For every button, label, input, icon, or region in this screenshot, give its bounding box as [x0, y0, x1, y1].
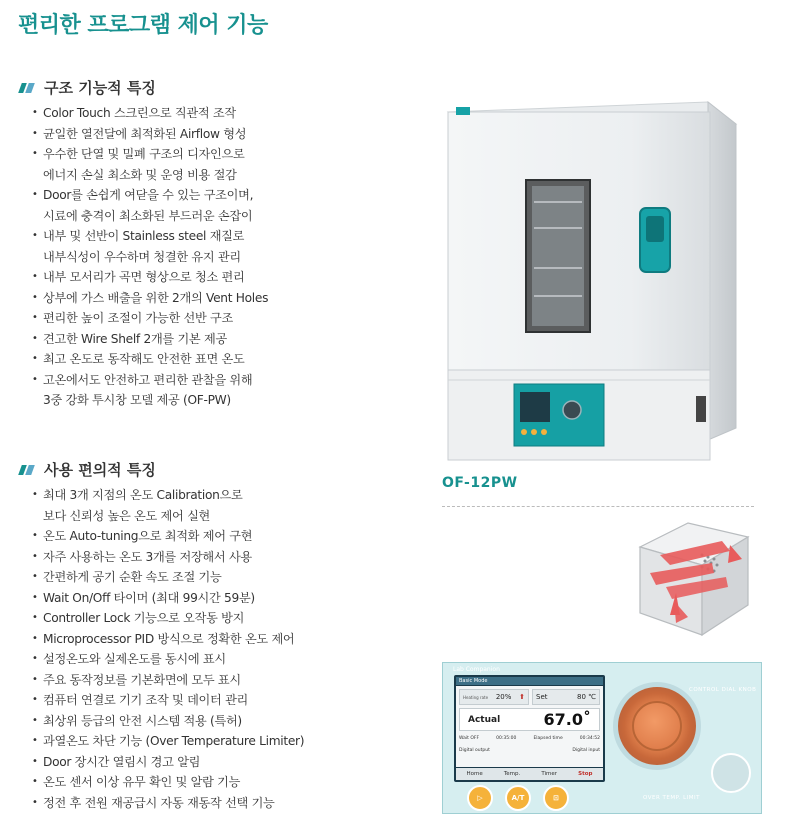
- feature-text: • 내부 모서리가 곡면 형상으로 청소 편리: [43, 270, 245, 284]
- feature-item: [32, 588, 304, 609]
- actual-temp-value: 67.0˚: [543, 710, 591, 729]
- feature-item: [32, 772, 304, 793]
- section-heading-structure: [20, 77, 156, 98]
- feature-item: [32, 103, 268, 124]
- arrow-up-icon: ⬆: [519, 693, 525, 701]
- feature-text: • Door 장시간 열림시 경고 알림: [43, 754, 201, 769]
- structure-feature-list: [32, 103, 268, 411]
- airflow-diagram-image: [630, 515, 755, 640]
- feature-text: • 최고 온도로 동작해도 안전한 표면 온도: [43, 352, 245, 366]
- over-temp-limit-dial[interactable]: [711, 753, 751, 793]
- feature-item: [32, 711, 304, 732]
- feature-text: • Microprocessor PID 방식으로 정확한 온도 제어: [43, 631, 295, 646]
- section-heading-convenience: [20, 459, 156, 480]
- feature-item: [32, 567, 304, 588]
- feature-item: [32, 526, 304, 547]
- digital-input-label: Digital input: [572, 748, 600, 753]
- feature-text: • 상부에 가스 배출을 위한 2개의 Vent Holes: [43, 290, 269, 305]
- divider: [442, 506, 754, 507]
- feature-text: • Wait On/Off 타이머 (최대 99시간 59분): [43, 590, 255, 605]
- feature-text: • 과열온도 차단 기능 (Over Temperature Limiter): [43, 734, 305, 748]
- feature-text: • Controller Lock 기능으로 오작동 방지: [43, 611, 245, 625]
- feature-text: 3중 강화 투시창 모델 제공 (OF-PW): [43, 393, 231, 407]
- digital-output-label: Digital output: [459, 748, 490, 753]
- set-temp-label: Set: [536, 693, 548, 701]
- feature-text: • 설정온도와 실제온도를 동시에 표시: [43, 652, 226, 666]
- feature-item: [32, 485, 304, 526]
- nav-home[interactable]: Home: [466, 771, 483, 777]
- feature-item: [32, 267, 268, 288]
- nav-timer[interactable]: Timer: [541, 771, 558, 777]
- touch-screen[interactable]: [454, 675, 605, 782]
- actual-temp-label: Actual: [468, 714, 501, 725]
- set-temp-chip[interactable]: [532, 689, 600, 705]
- feature-item: [32, 690, 304, 711]
- feature-text: • 자주 사용하는 온도 3개를 저장해서 사용: [43, 549, 252, 564]
- screen-mode-bar: Basic Mode: [456, 677, 603, 685]
- start-button[interactable]: ▷: [467, 785, 493, 811]
- feature-item: [32, 731, 304, 752]
- feature-item: [32, 370, 268, 411]
- oven-product-image: [440, 98, 740, 463]
- feature-text: • 컴퓨터 연결로 기기 조작 및 데이터 관리: [43, 693, 249, 707]
- digital-io-row: [459, 748, 600, 756]
- autotune-button[interactable]: A/T: [505, 785, 531, 811]
- dial-caption: CONTROL DIAL KNOB: [689, 687, 757, 693]
- feature-text: 시료에 충격이 최소화된 부드러운 손잡이: [43, 208, 253, 223]
- set-temp-value: 80 ℃: [577, 693, 596, 701]
- feature-text: • 견고한 Wire Shelf 2개를 기본 제공: [43, 331, 227, 346]
- feature-text: • 간편하게 공기 순환 속도 조절 기능: [43, 570, 222, 584]
- feature-item: [32, 185, 268, 226]
- feature-item: [32, 124, 268, 145]
- feature-text: • Color Touch 스크린으로 직관적 조작: [43, 106, 236, 120]
- feature-item: [32, 349, 268, 370]
- timer-row: [459, 736, 600, 744]
- feature-item: [32, 226, 268, 267]
- feature-item: [32, 649, 304, 670]
- feature-item: [32, 752, 304, 773]
- feature-item: [32, 329, 268, 350]
- feature-text: • 주요 동작정보를 기본화면에 모두 표시: [43, 672, 241, 687]
- lock-button[interactable]: ⊡: [543, 785, 569, 811]
- feature-text: • 우수한 단열 및 밀폐 구조의 디자인으로: [43, 147, 245, 161]
- model-name: OF-12PW: [442, 475, 518, 491]
- feature-text: • 균일한 열전달에 최적화된 Airflow 형성: [43, 126, 247, 141]
- brand-logo: Lab Companion: [453, 666, 500, 673]
- feature-text: 내부식성이 우수하며 청결한 유지 관리: [43, 249, 241, 264]
- feature-text: • 최대 3개 지점의 온도 Calibration으로: [43, 488, 243, 502]
- feature-text: • Door를 손쉽게 여닫을 수 있는 구조이며,: [43, 188, 254, 202]
- nav-stop[interactable]: Stop: [578, 771, 593, 777]
- section-bullet-icon: [18, 465, 38, 475]
- page-title: 편리한 프로그램 제어 기능: [18, 13, 268, 38]
- feature-text: • 최상위 등급의 안전 시스템 적용 (특허): [43, 713, 242, 728]
- section-heading-label: 사용 편의적 특징: [44, 461, 156, 479]
- feature-item: [32, 670, 304, 691]
- feature-item: [32, 547, 304, 568]
- elapsed-value: 00:34:52: [579, 736, 600, 741]
- feature-text: • 온도 Auto-tuning으로 최적화 제어 구현: [43, 529, 253, 543]
- screen-body: [456, 686, 603, 767]
- wait-off-label: Wait OFF: [459, 736, 480, 741]
- limit-caption: OVER TEMP. LIMIT: [643, 795, 700, 801]
- feature-item: [32, 288, 268, 309]
- heating-rate-label: Heating rate: [463, 694, 489, 700]
- feature-item: [32, 608, 304, 629]
- nav-temp[interactable]: Temp.: [503, 771, 521, 777]
- feature-text: • 정전 후 전원 재공급시 자동 재동작 선택 기능: [43, 795, 275, 810]
- actual-temp-display: [459, 708, 600, 731]
- feature-item: [32, 793, 304, 814]
- feature-text: 에너지 손실 최소화 및 운영 비용 절감: [43, 167, 237, 182]
- section-heading-label: 구조 기능적 특징: [44, 79, 156, 97]
- section-bullet-icon: [18, 83, 38, 93]
- screen-nav-bar: [456, 768, 603, 780]
- feature-text: • 내부 및 선반이 Stainless steel 재질로: [43, 229, 245, 243]
- heating-rate-chip[interactable]: [459, 689, 529, 705]
- feature-text: 보다 신뢰성 높은 온도 제어 실현: [43, 508, 211, 523]
- heating-rate-value: 20%: [495, 693, 512, 701]
- feature-item: [32, 629, 304, 650]
- controller-panel-image: [442, 662, 762, 814]
- wait-off-value: 00:35:00: [496, 736, 517, 741]
- feature-text: • 고온에서도 안전하고 편리한 관찰을 위해: [43, 372, 253, 387]
- elapsed-label: Elapsed time: [533, 736, 563, 741]
- convenience-feature-list: [32, 485, 304, 813]
- feature-item: [32, 308, 268, 329]
- feature-item: [32, 144, 268, 185]
- feature-text: • 편리한 높이 조절이 가능한 선반 구조: [43, 311, 233, 325]
- feature-text: • 온도 센서 이상 유무 확인 및 알람 기능: [43, 775, 241, 789]
- control-dial-knob[interactable]: [618, 687, 696, 765]
